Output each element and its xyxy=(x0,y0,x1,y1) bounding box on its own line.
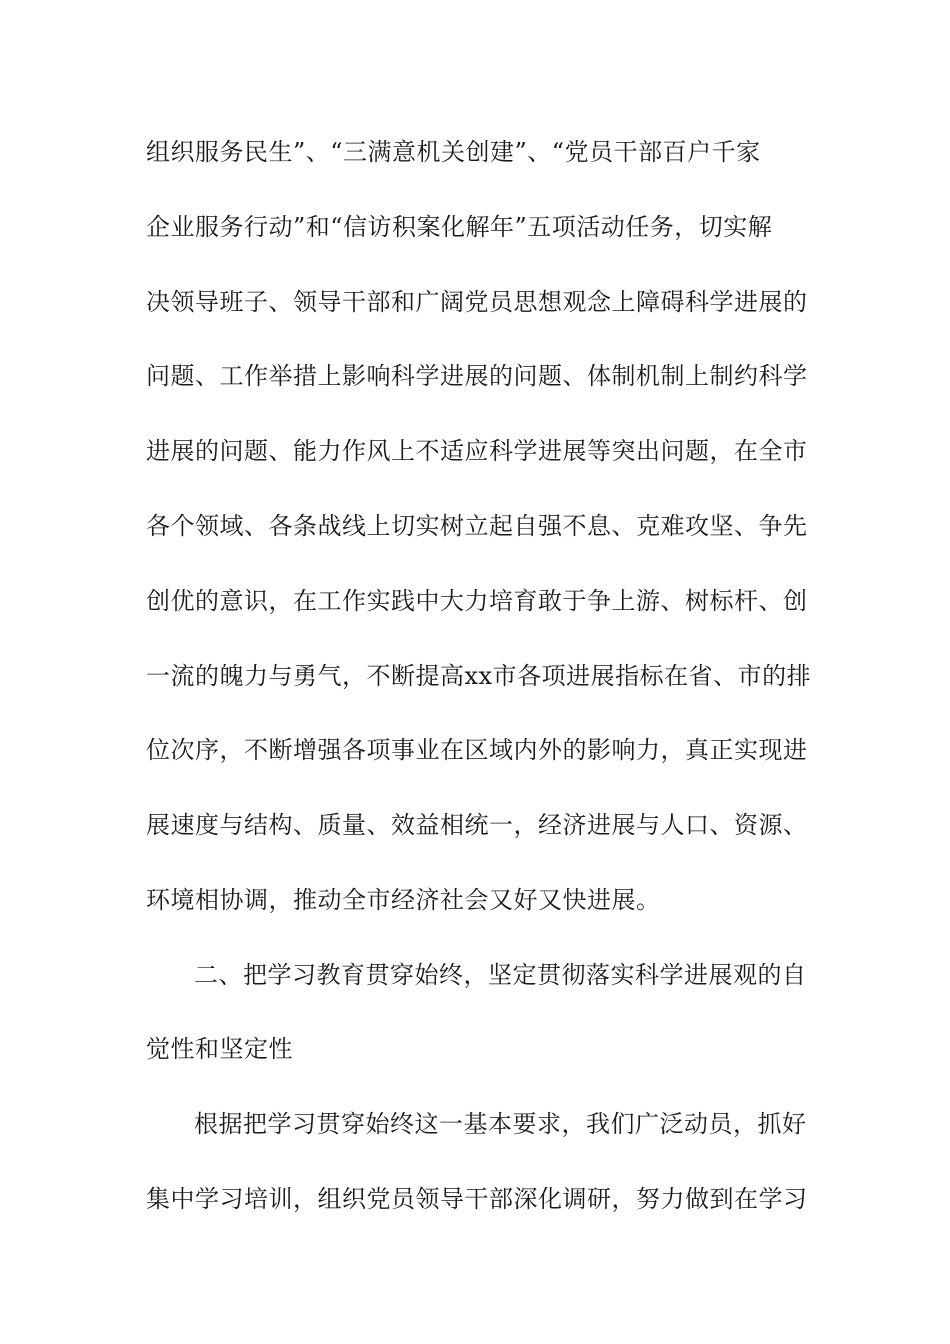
paragraph-line: 位次序，不断增强各项事业在区域内外的影响力，真正实现进 xyxy=(146,736,808,764)
paragraph-line: 集中学习培训，组织党员领导干部深化调研，努力做到在学习 xyxy=(146,1185,808,1213)
paragraph-line: 根据把学习贯穿始终这一基本要求，我们广泛动员，抓好 xyxy=(194,1110,807,1138)
paragraph-line: 展速度与结构、质量、效益相统一，经济进展与人口、资源、 xyxy=(146,811,808,839)
paragraph-line: 问题、工作举措上影响科学进展的问题、体制机制上制约科学 xyxy=(146,362,808,390)
paragraph-line: 进展的问题、能力作风上不适应科学进展等突出问题，在全市 xyxy=(146,437,808,465)
paragraph-line: 环境相协调，推动全市经济社会又好又快进展。 xyxy=(146,886,661,914)
section-heading-line: 二、把学习教育贯穿始终，坚定贯彻落实科学进展观的自 xyxy=(194,961,807,989)
section-heading-line: 觉性和坚定性 xyxy=(146,1035,293,1063)
paragraph-line: 创优的意识，在工作实践中大力培育敢于争上游、树标杆、创 xyxy=(146,587,808,615)
paragraph-line: 组织服务民生”、“三满意机关创建”、“党员干部百户千家 xyxy=(146,138,761,166)
paragraph-line: 企业服务行动”和“信访积案化解年”五项活动任务，切实解 xyxy=(146,213,773,241)
paragraph-line: 各个领域、各条战线上切实树立起自强不息、克难攻坚、争先 xyxy=(146,512,808,540)
paragraph-line: 一流的魄力与勇气，不断提高xx市各项进展指标在省、市的排 xyxy=(146,662,812,690)
paragraph-line: 决领导班子、领导干部和广阔党员思想观念上障碍科学进展的 xyxy=(146,288,808,316)
